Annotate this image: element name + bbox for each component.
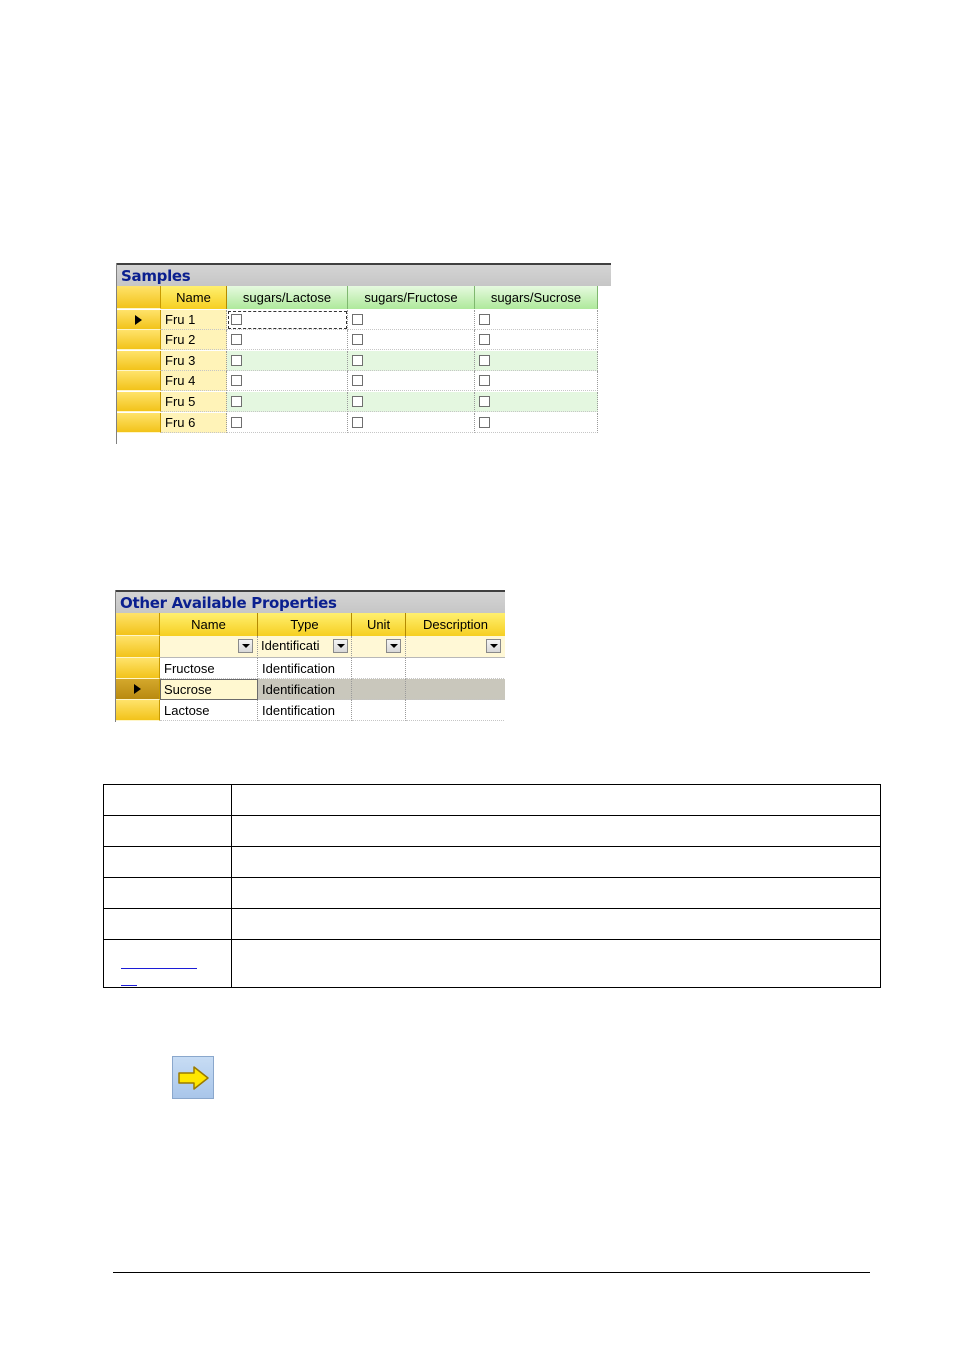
lactose-cell[interactable]: [227, 330, 348, 350]
sucrose-cell[interactable]: [475, 392, 598, 412]
type-filter-value: Identificati: [261, 638, 320, 653]
document-table-row: [104, 909, 881, 940]
table-row[interactable]: [117, 371, 611, 391]
document-table-cell: [104, 847, 232, 878]
lactose-checkbox[interactable]: [231, 375, 242, 386]
lactose-checkbox[interactable]: [231, 314, 242, 325]
fructose-cell[interactable]: [348, 330, 475, 350]
property-name-cell[interactable]: Lactose: [160, 700, 258, 721]
property-unit-cell[interactable]: [352, 700, 406, 721]
document-table-row: [104, 878, 881, 909]
sucrose-checkbox[interactable]: [479, 417, 490, 428]
document-table-cell: [104, 816, 232, 847]
row-selector: [116, 636, 160, 658]
name-filter[interactable]: [160, 636, 258, 658]
type-filter-dropdown-icon[interactable]: [333, 639, 348, 653]
transfer-button[interactable]: [172, 1056, 214, 1099]
document-table: [103, 784, 881, 988]
document-table-cell: [104, 940, 232, 988]
samples-grid-title: Samples: [117, 263, 611, 286]
sucrose-cell[interactable]: [475, 371, 598, 391]
row-selector[interactable]: [116, 700, 160, 721]
column-header-fructose[interactable]: sugars/Fructose: [348, 286, 475, 309]
sucrose-checkbox[interactable]: [479, 314, 490, 325]
row-selector[interactable]: [116, 679, 160, 700]
fructose-cell[interactable]: [348, 392, 475, 412]
sucrose-cell[interactable]: [475, 310, 598, 330]
row-selector-header: [117, 286, 161, 309]
column-header-unit[interactable]: Unit: [352, 613, 406, 636]
lactose-checkbox[interactable]: [231, 396, 242, 407]
sample-name-cell[interactable]: Fru 3: [161, 351, 227, 371]
current-row-arrow-icon: [134, 684, 141, 694]
lactose-cell[interactable]: [227, 413, 348, 433]
sucrose-checkbox[interactable]: [479, 355, 490, 366]
properties-grid-title: Other Available Properties: [116, 590, 505, 613]
document-table-row: [104, 816, 881, 847]
filter-row: [116, 636, 505, 658]
fructose-checkbox[interactable]: [352, 314, 363, 325]
property-description-cell[interactable]: [406, 679, 505, 700]
fructose-checkbox[interactable]: [352, 334, 363, 345]
lactose-cell[interactable]: [227, 310, 348, 330]
fructose-cell[interactable]: [348, 310, 475, 330]
sample-name-cell[interactable]: Fru 1: [161, 310, 227, 330]
sample-name-cell[interactable]: Fru 4: [161, 371, 227, 391]
properties-header-row: [116, 613, 505, 636]
row-selector[interactable]: [117, 413, 161, 433]
sample-name-cell[interactable]: Fru 2: [161, 330, 227, 350]
hyperlink-underline[interactable]: [121, 985, 137, 986]
sample-name-cell[interactable]: Fru 5: [161, 392, 227, 412]
document-table-cell: [232, 785, 881, 816]
document-table-cell: [232, 878, 881, 909]
samples-header-row: [117, 286, 611, 309]
table-row[interactable]: [116, 679, 505, 700]
lactose-cell[interactable]: [227, 371, 348, 391]
property-description-cell[interactable]: [406, 700, 505, 721]
document-table-cell: [104, 878, 232, 909]
column-header-type[interactable]: Type: [258, 613, 352, 636]
property-type-cell[interactable]: Identification: [258, 700, 352, 721]
description-filter[interactable]: [406, 636, 505, 658]
sucrose-cell[interactable]: [475, 351, 598, 371]
fructose-checkbox[interactable]: [352, 417, 363, 428]
current-row-arrow-icon: [135, 315, 142, 325]
lactose-cell[interactable]: [227, 392, 348, 412]
table-row[interactable]: [117, 413, 611, 433]
fructose-cell[interactable]: [348, 413, 475, 433]
document-table-cell: [232, 940, 881, 988]
row-selector[interactable]: [116, 658, 160, 679]
name-filter-dropdown-icon[interactable]: [238, 639, 253, 653]
lactose-cell[interactable]: [227, 351, 348, 371]
fructose-cell[interactable]: [348, 351, 475, 371]
properties-grid: [115, 590, 505, 722]
column-header-description[interactable]: Description: [406, 613, 505, 636]
row-selector[interactable]: [117, 371, 161, 391]
row-selector[interactable]: [117, 351, 161, 371]
samples-grid: [116, 263, 611, 444]
property-type-cell[interactable]: Identification: [258, 679, 352, 700]
property-name-cell[interactable]: Fructose: [160, 658, 258, 679]
row-selector[interactable]: [117, 392, 161, 412]
fructose-checkbox[interactable]: [352, 355, 363, 366]
property-description-cell[interactable]: [406, 658, 505, 679]
document-table-row: [104, 785, 881, 816]
hyperlink-underline[interactable]: [121, 968, 197, 969]
fructose-cell[interactable]: [348, 371, 475, 391]
column-header-lactose[interactable]: sugars/Lactose: [227, 286, 348, 309]
column-header-name[interactable]: Name: [161, 286, 227, 309]
property-unit-cell[interactable]: [352, 658, 406, 679]
table-row[interactable]: [117, 351, 611, 371]
table-row[interactable]: [116, 658, 505, 679]
unit-filter-dropdown-icon[interactable]: [386, 639, 401, 653]
table-row[interactable]: [117, 392, 611, 412]
sucrose-cell[interactable]: [475, 330, 598, 350]
sample-name-cell[interactable]: Fru 6: [161, 413, 227, 433]
table-row[interactable]: [116, 700, 505, 721]
document-table-cell: [232, 816, 881, 847]
document-table-cell: [232, 909, 881, 940]
column-header-sucrose[interactable]: sugars/Sucrose: [475, 286, 598, 309]
property-type-cell[interactable]: Identification: [258, 658, 352, 679]
footer-divider: [113, 1272, 870, 1273]
fructose-checkbox[interactable]: [352, 396, 363, 407]
property-unit-cell[interactable]: [352, 679, 406, 700]
row-selector[interactable]: [117, 310, 161, 330]
row-selector[interactable]: [117, 330, 161, 350]
unit-filter[interactable]: [352, 636, 406, 658]
table-row[interactable]: [117, 310, 611, 330]
arrow-right-icon: [177, 1065, 211, 1091]
property-name-cell[interactable]: Sucrose: [160, 679, 258, 700]
document-table-cell: [232, 847, 881, 878]
document-table-row: [104, 847, 881, 878]
sucrose-checkbox[interactable]: [479, 396, 490, 407]
row-selector-header: [116, 613, 160, 636]
document-table-row: [104, 940, 881, 988]
description-filter-dropdown-icon[interactable]: [486, 639, 501, 653]
sucrose-checkbox[interactable]: [479, 375, 490, 386]
document-table-cell: [104, 785, 232, 816]
document-table-cell: [104, 909, 232, 940]
type-filter[interactable]: [258, 636, 352, 658]
lactose-checkbox[interactable]: [231, 334, 242, 345]
column-header-name[interactable]: Name: [160, 613, 258, 636]
sucrose-cell[interactable]: [475, 413, 598, 433]
fructose-checkbox[interactable]: [352, 375, 363, 386]
table-row[interactable]: [117, 330, 611, 350]
sucrose-checkbox[interactable]: [479, 334, 490, 345]
lactose-checkbox[interactable]: [231, 417, 242, 428]
lactose-checkbox[interactable]: [231, 355, 242, 366]
